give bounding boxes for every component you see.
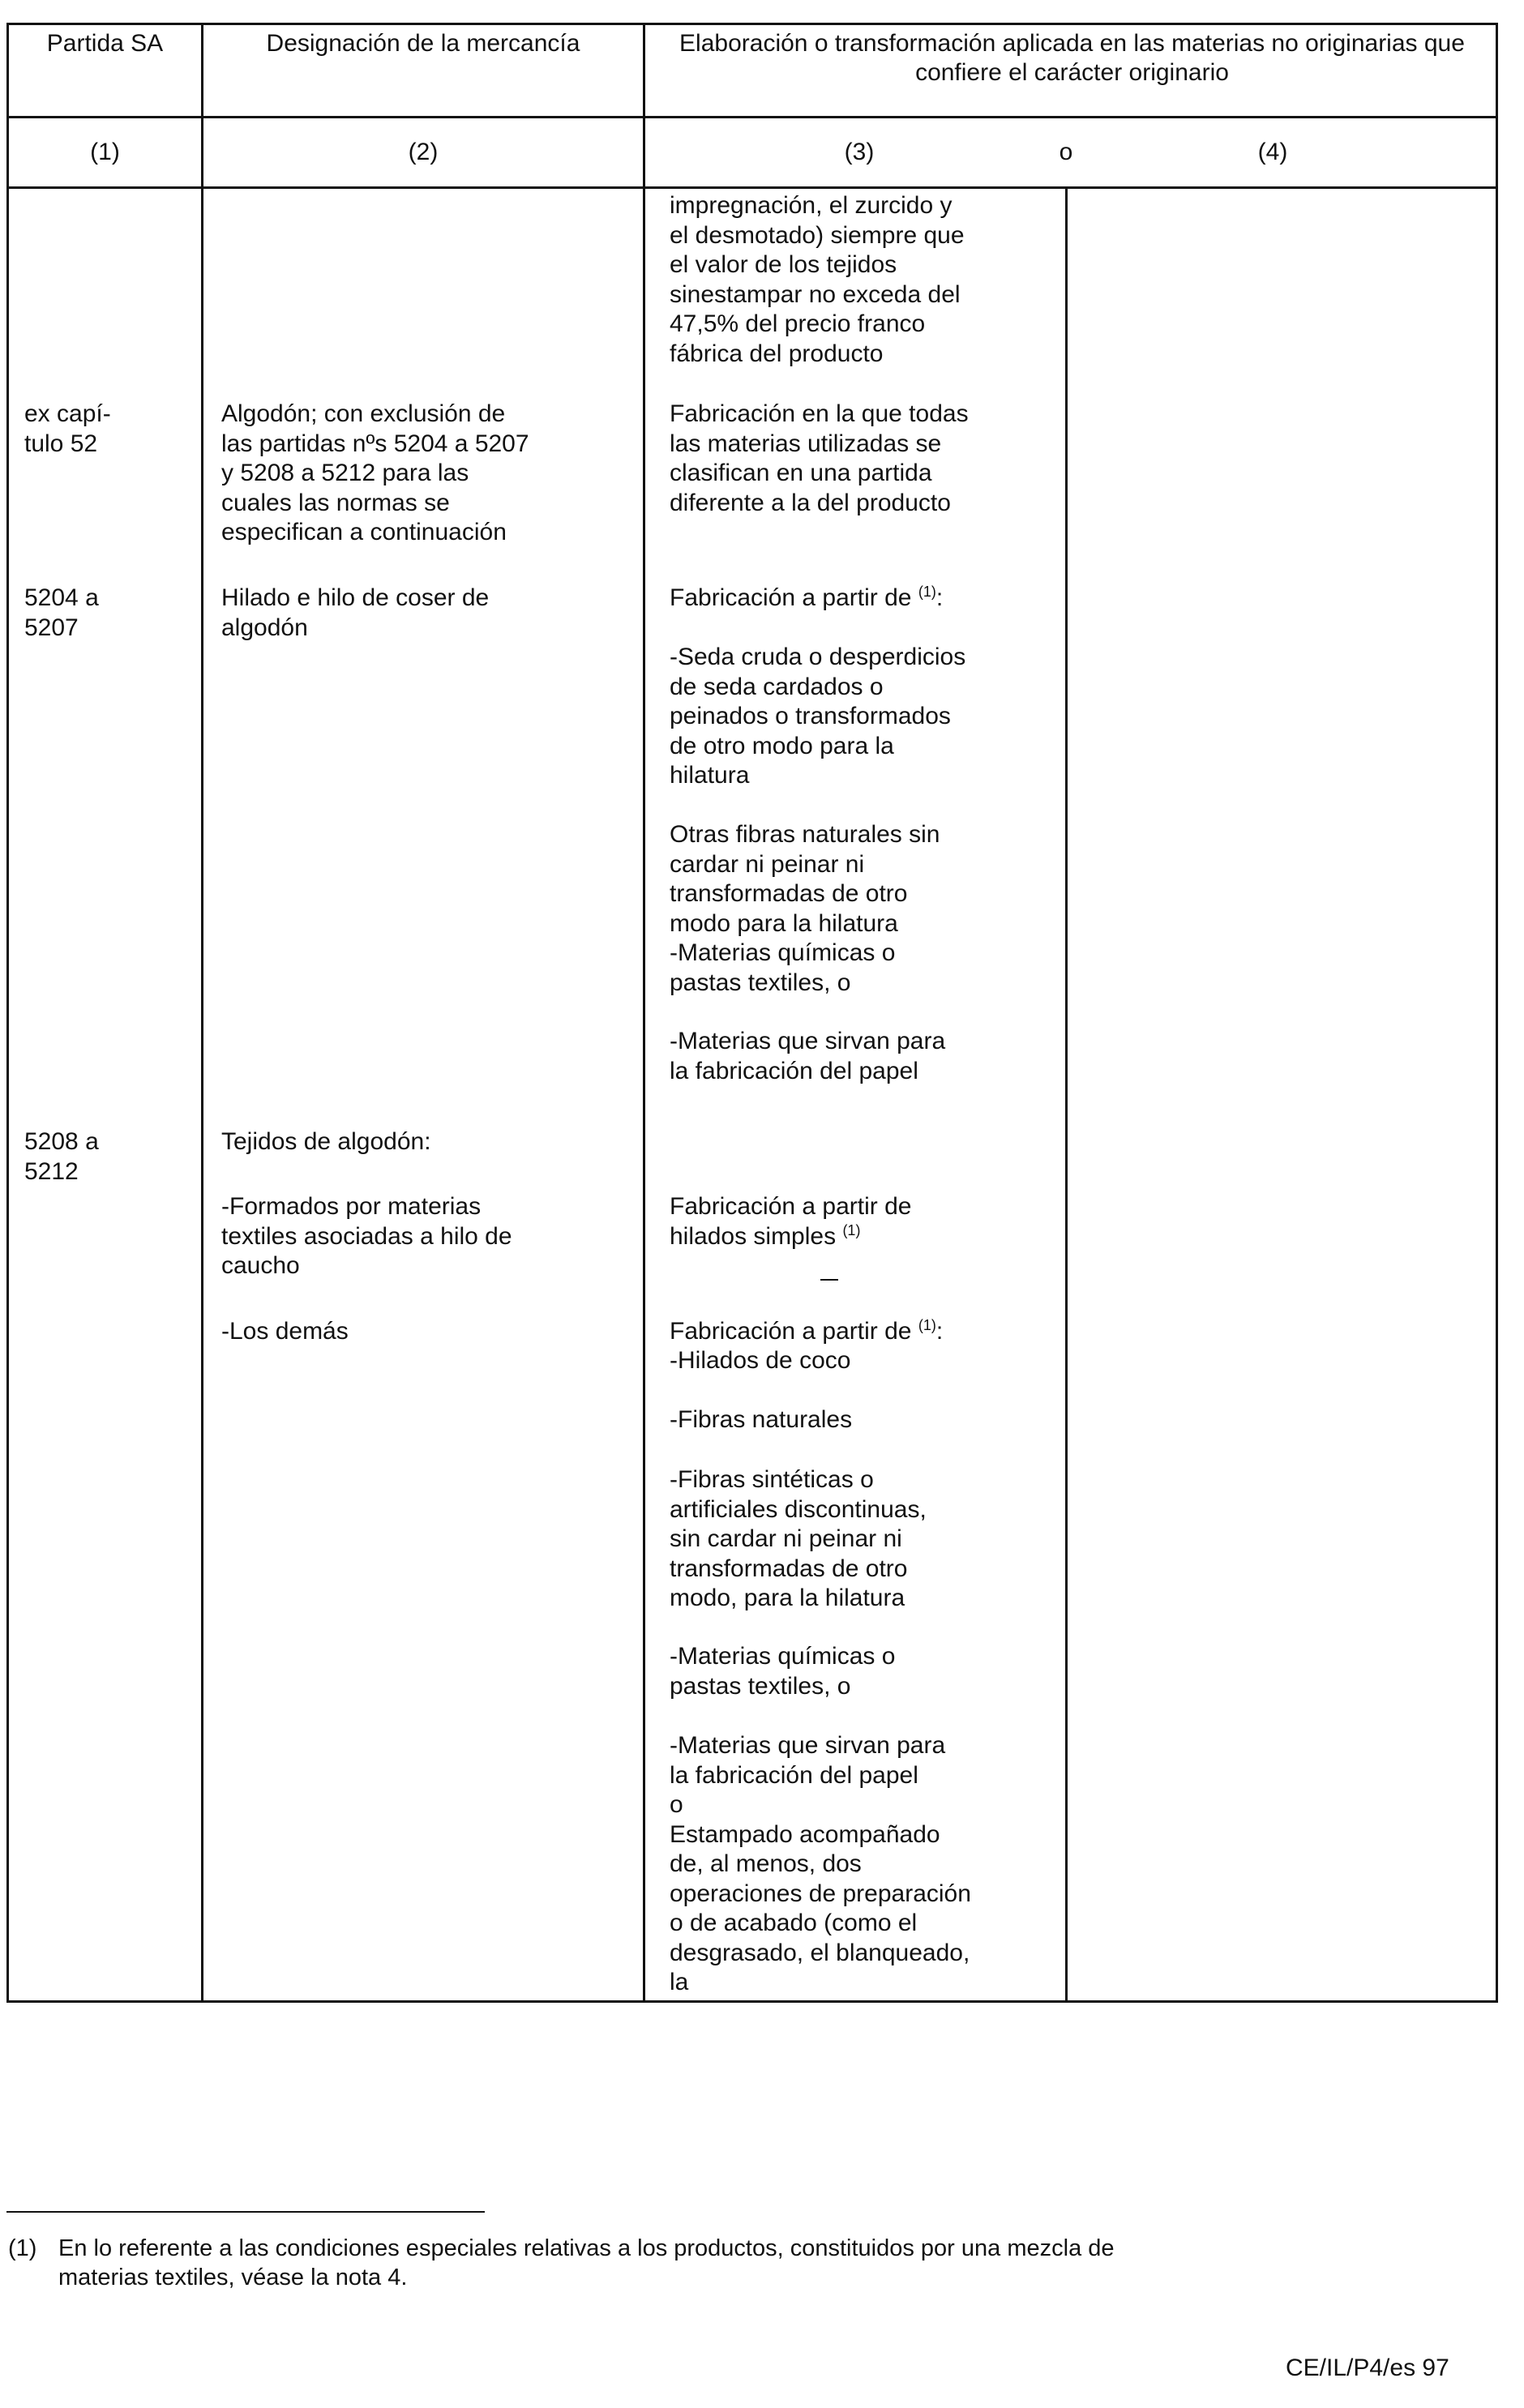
col3-divider	[1065, 186, 1068, 2003]
number-row-divider	[6, 186, 1498, 189]
page-number: CE/IL/P4/es 97	[1286, 2355, 1449, 2381]
footnote-ref: (1)	[918, 584, 936, 600]
table-bottom-border	[6, 2000, 1498, 2003]
footnote-line1: En lo referente a las condiciones especiales relativas a los productos, constituidos por una mezcla de	[58, 2235, 1115, 2261]
row3-col3-b1: -Hilados de coco	[670, 1347, 851, 1374]
colnum-or: o	[1059, 139, 1073, 165]
row3-col3-a-text: Fabricación a partir de hilados simples	[670, 1193, 912, 1250]
row2-col2: Hilado e hilo de coser de algodón	[221, 584, 490, 641]
colnum-3: (3)	[844, 139, 875, 165]
colnum-4: (4)	[1257, 139, 1288, 165]
row3-col3-b-intro: Fabricación a partir de $^{(1)}$:	[670, 1317, 944, 1345]
table-top-border	[6, 23, 1498, 25]
header-col1: Partida SA	[46, 30, 164, 57]
header-col2: Designación de la mercancía	[266, 30, 580, 57]
row1-col1: ex capí- tulo 52	[24, 400, 111, 457]
dash-mark	[820, 1279, 838, 1281]
row3-col3-b-intro-text: Fabricación a partir de	[670, 1318, 912, 1345]
row3-col2-b: -Los demás	[221, 1318, 349, 1345]
row0-col3: impregnación, el zurcido y el desmotado) siempre que el valor de los tejidos sinestampar no exceda del 47,5% del precio franco fábrica del producto	[670, 192, 965, 367]
table-left-border	[6, 23, 9, 2003]
header-col3: Elaboración o transformación aplicada en las materias no originarias que confiere el carácter originario	[679, 30, 1465, 86]
table-right-border	[1496, 23, 1498, 2003]
row2-col3-c: -Materias que sirvan para la fabricación del papel	[670, 1028, 946, 1084]
footnote-marker: (1)	[8, 2235, 37, 2261]
footnote-line2: materias textiles, véase la nota 4.	[58, 2265, 408, 2290]
col1-divider	[201, 23, 203, 2003]
colnum-1: (1)	[90, 139, 120, 165]
row2-col3-a: -Seda cruda o desperdicios de seda cardados o peinados o transformados de otro modo para la hilatura	[670, 644, 966, 789]
footnote-separator	[6, 2211, 485, 2213]
row2-col3-intro-text: Fabricación a partir de	[670, 584, 912, 611]
colnum-2: (2)	[408, 139, 439, 165]
row3-col3-b3: -Fibras sintéticas o artificiales discontinuas, sin cardar ni peinar ni transformadas de otro modo, para la hilatura	[670, 1466, 927, 1611]
row3-col3-a	[670, 1192, 1059, 1251]
row1-col3: Fabricación en la que todas las materias utilizadas se clasifican en una partida diferente a la del producto	[670, 400, 969, 516]
row2-col3-b: Otras fibras naturales sin cardar ni peinar ni transformadas de otro modo para la hilatura -Materias químicas o pastas textiles, o	[670, 821, 940, 996]
row3-col3-b5: -Materias que sirvan para la fabricación del papel o Estampado acompañado de, al menos, dos operaciones de preparación o de acabado (como el desgrasado, el blanqueado, la	[670, 1732, 971, 1995]
col2-divider	[643, 23, 645, 2003]
row3-col2-a: -Formados por materias textiles asociadas a hilo de caucho	[221, 1193, 512, 1279]
row3-col3-b2: -Fibras naturales	[670, 1406, 853, 1433]
footnote-ref: (1)	[842, 1221, 861, 1238]
row2-col1: 5204 a 5207	[24, 584, 99, 641]
row3-col1: 5208 a 5212	[24, 1128, 99, 1185]
row3-col2-title: Tejidos de algodón:	[221, 1128, 431, 1155]
footnote-ref: (1)	[918, 1317, 936, 1333]
header-divider	[6, 116, 1498, 118]
row3-col3-b4: -Materias químicas o pastas textiles, o	[670, 1643, 896, 1700]
row2-col3-intro: Fabricación a partir de $^{(1)}$:	[670, 584, 944, 611]
row1-col2: Algodón; con exclusión de las partidas nºs 5204 a 5207 y 5208 a 5212 para las cuales las normas se especifican a continuación	[221, 400, 529, 545]
